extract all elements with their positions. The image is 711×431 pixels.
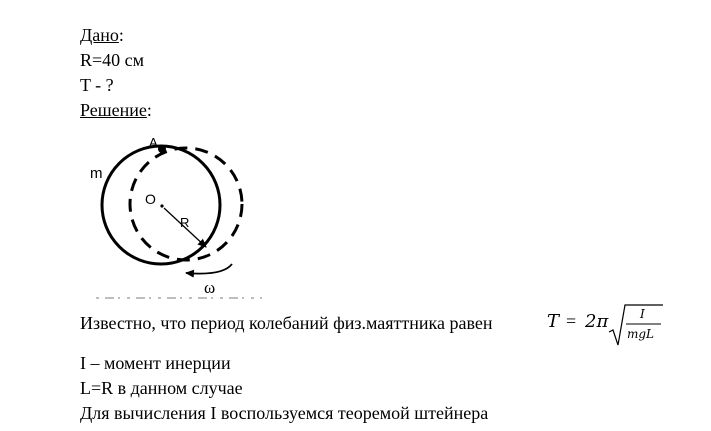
solution-heading: Решение xyxy=(80,100,147,120)
solution-heading-colon: : xyxy=(146,100,152,120)
given-question: T - ? xyxy=(80,75,114,95)
label-omega: ω xyxy=(204,278,216,297)
label-r: R xyxy=(180,215,190,230)
given-radius: R=40 см xyxy=(80,50,145,70)
center-o xyxy=(160,204,163,207)
length-line: L=R в данном случае xyxy=(80,378,243,398)
period-sentence: Известно, что период колебаний физ.маяттника равен xyxy=(80,313,493,333)
given-heading-colon: : xyxy=(118,25,124,45)
formula-numerator: I xyxy=(640,307,645,321)
formula-equals: = xyxy=(566,311,577,331)
sqrt-sign xyxy=(547,301,687,349)
formula-coef: 2π xyxy=(585,311,609,332)
period-formula xyxy=(547,301,687,349)
label-o: O xyxy=(145,191,156,207)
formula-lhs: T xyxy=(547,311,560,332)
label-a: A xyxy=(149,135,158,150)
point-a xyxy=(158,145,166,153)
formula-denominator: mgL xyxy=(627,327,655,341)
inertia-line: I – момент инерции xyxy=(80,353,231,373)
given-heading: Дано xyxy=(80,25,119,45)
rotation-arrow xyxy=(186,264,232,274)
label-m: m xyxy=(90,165,103,182)
steiner-line: Для вычисления I воспользуемся теоремой штейнера xyxy=(80,403,489,423)
